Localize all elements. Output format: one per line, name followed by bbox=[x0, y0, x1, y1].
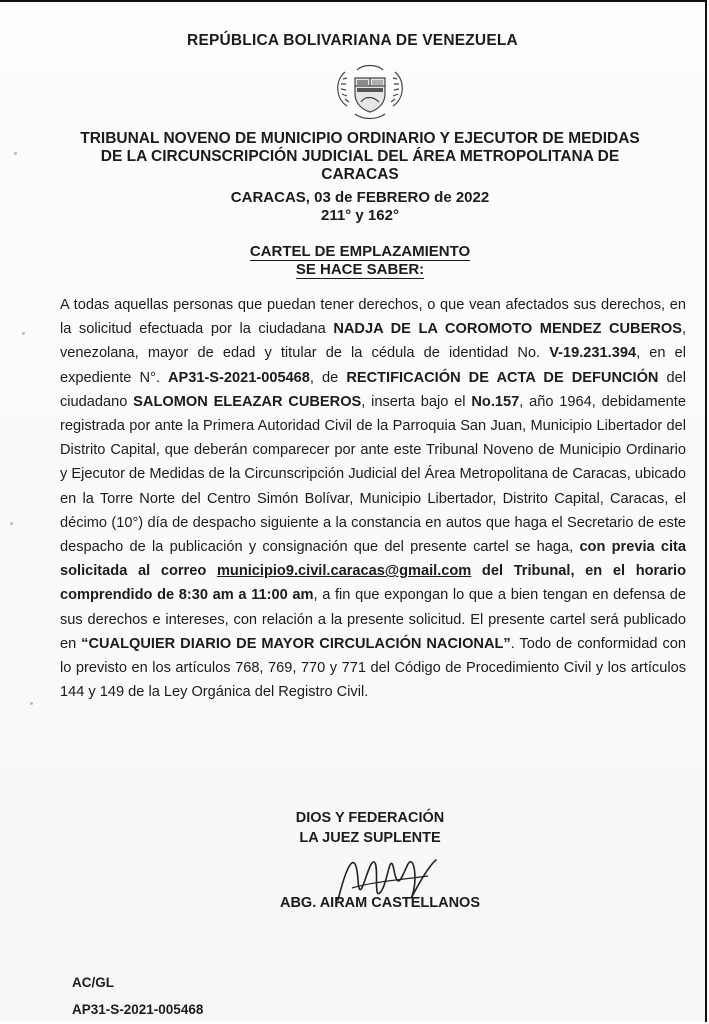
document-date: CARACAS, 03 de FEBRERO de 2022 bbox=[230, 189, 490, 206]
date-block bbox=[60, 189, 660, 225]
record-number: No.157 bbox=[471, 393, 520, 410]
independence-years: 211° y 162° bbox=[321, 207, 399, 224]
file-number: AP31-S-2021-005468 bbox=[72, 1002, 204, 1017]
appointment-hours: del Tribunal, en el horario comprendido de 8:30 am a 11:00 am bbox=[60, 563, 686, 604]
scan-speck bbox=[30, 702, 33, 705]
republic-heading: REPÚBLICA BOLIVARIANA DE VENEZUELA bbox=[187, 32, 518, 49]
document-title bbox=[60, 243, 660, 279]
body-text-5: del ciudadano bbox=[60, 369, 687, 410]
body-text-9: . Todo de conformidad con lo previsto en los artículos 768, 769, 770 y 771 del Código de Procedimiento Civil y los artículos 144 y 149 de la Ley Orgánica del Registro Civil. bbox=[60, 635, 686, 701]
coat-of-arms-seal bbox=[327, 64, 413, 124]
court-name bbox=[60, 130, 660, 184]
judge-role: LA JUEZ SUPLENTE bbox=[299, 830, 441, 846]
court-line-1: TRIBUNAL NOVENO DE MUNICIPIO ORDINARIO Y EJECUTOR DE MEDIDAS bbox=[80, 130, 640, 147]
body-text-7: , año 1964, debidamente registrada por ante la Primera Autoridad Civil de la Parroquia San Juan, Municipio Libertador del Distrito Capital, que deberán comparecer por ante este Tribunal Noveno de Municipio Ordinario y Ejecutor de Medidas de la Circunscripción Judicial del Área Metropolitana de Caracas, ubicado en la Torre Norte del Centro Simón Bolívar, Municipio Libertador, Distrito Capital, Caracas, el décimo (10°) día de despacho siguiente a la constancia en autos que haga el Secretario de este despacho de la publicación y consignación que del presente cartel se haga, bbox=[60, 393, 686, 556]
scan-speck bbox=[22, 332, 25, 335]
id-number: V-19.231.394 bbox=[549, 345, 637, 362]
case-number: AP31-S-2021-005468 bbox=[167, 369, 310, 386]
newspaper-name: “CUALQUIER DIARIO DE MAYOR CIRCULACIÓN NACIONAL” bbox=[81, 635, 511, 652]
signer-name: ABG. AIRAM CASTELLANOS bbox=[279, 895, 481, 911]
scan-speck bbox=[14, 152, 17, 155]
closing-motto: DIOS Y FEDERACIÓN bbox=[295, 810, 445, 826]
body-paragraph bbox=[60, 293, 686, 704]
body-text-8: , a fin que expongan lo que a bien tengan en defensa de sus derechos e intereses, con relación a la presente solicitud. El presente cartel será publicado en bbox=[60, 587, 686, 652]
body-text-4: , de bbox=[309, 369, 347, 386]
deceased-name: SALOMON ELEAZAR CUBEROS bbox=[133, 393, 362, 410]
body-text-6: , inserta bajo el bbox=[361, 393, 472, 410]
applicant-name: NADJA DE LA COROMOTO MENDEZ CUBEROS bbox=[333, 321, 682, 338]
appointment-pre: con previa cita solicitada al correo bbox=[60, 539, 686, 580]
court-line-2: DE LA CIRCUNSCRIPCIÓN JUDICIAL DEL ÁREA METROPOLITANA DE bbox=[100, 148, 620, 165]
title-line-2: SE HACE SABER: bbox=[295, 261, 425, 278]
title-line-1: CARTEL DE EMPLAZAMIENTO bbox=[249, 243, 471, 260]
body-text-3: , en el expediente N°. bbox=[60, 345, 686, 386]
court-line-3: CARACAS bbox=[321, 166, 399, 183]
scan-speck bbox=[10, 522, 13, 525]
body-text-2: , venezolana, mayor de edad y titular de la cédula de identidad No. bbox=[60, 321, 686, 362]
procedure-name: RECTIFICACIÓN DE ACTA DE DEFUNCIÓN bbox=[346, 369, 659, 386]
body-text-1: A todas aquellas personas que puedan tener derechos, o que vean afectados sus derechos, en la solicitud efectuada por la ciudadana bbox=[60, 297, 686, 338]
typist-initials: AC/GL bbox=[72, 975, 114, 990]
court-email-link[interactable]: municipio9.civil.caracas@gmail.com bbox=[216, 563, 472, 580]
